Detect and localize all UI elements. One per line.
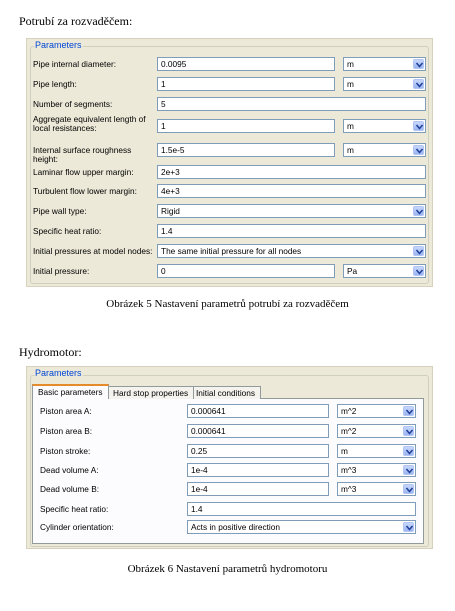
piston-stroke-unit-value: m	[341, 446, 348, 456]
aggregate-equivalent-length-of-local-resistances-input[interactable]: 1	[157, 119, 335, 133]
chevron-down-icon[interactable]	[413, 121, 424, 131]
internal-surface-roughness-height-unit-value: m	[347, 145, 354, 155]
dead-volume-b-input[interactable]: 1e-4	[187, 482, 329, 496]
number-of-segments-label: Number of segments:	[33, 99, 113, 109]
section2-heading: Hydromotor:	[19, 345, 82, 359]
figure5-caption: Obrázek 5 Nastavení parametrů potrubí za rozvaděčem	[106, 298, 349, 310]
initial-pressures-at-model-nodes-select-value: The same initial pressure for all nodes	[161, 246, 302, 256]
pipe-length-unit-select[interactable]	[343, 77, 426, 91]
chevron-down-icon[interactable]	[413, 79, 424, 89]
chevron-down-icon[interactable]	[413, 266, 424, 276]
piston-area-b-label: Piston area B:	[40, 426, 93, 436]
piston-area-a-label: Piston area A:	[40, 406, 92, 416]
dead-volume-a-label: Dead volume A:	[40, 465, 99, 475]
piston-area-a-input[interactable]: 0.000641	[187, 404, 329, 418]
initial-pressures-at-model-nodes-label: Initial pressures at model nodes:	[33, 246, 153, 256]
piston-area-b-unit-value: m^2	[341, 426, 357, 436]
chevron-down-icon[interactable]	[403, 465, 414, 475]
pipe-wall-type-select[interactable]	[157, 204, 426, 218]
specific-heat-ratio-input[interactable]: 1.4	[157, 224, 426, 238]
tab-hard-stop-properties[interactable]: Hard stop properties	[107, 386, 194, 399]
section1-heading: Potrubí za rozvaděčem:	[19, 14, 133, 28]
turbulent-flow-lower-margin-input[interactable]: 4e+3	[157, 184, 426, 198]
pipe-internal-diameter-input[interactable]: 0.0095	[157, 57, 335, 71]
piston-stroke-label: Piston stroke:	[40, 446, 91, 456]
cylinder-orientation-select[interactable]	[187, 520, 416, 534]
pipe-wall-type-label: Pipe wall type:	[33, 206, 87, 216]
chevron-down-icon[interactable]	[403, 406, 414, 416]
pipe-wall-type-select-value: Rigid	[161, 206, 180, 216]
chevron-down-icon[interactable]	[403, 446, 414, 456]
dead-volume-a-unit-select[interactable]	[337, 463, 416, 477]
piston-area-a-unit-select[interactable]	[337, 404, 416, 418]
dead-volume-b-label: Dead volume B:	[40, 484, 100, 494]
pipe-internal-diameter-label: Pipe internal diameter:	[33, 59, 117, 69]
number-of-segments-input[interactable]: 5	[157, 97, 426, 111]
specific-heat-ratio-label: Specific heat ratio:	[40, 504, 109, 514]
cylinder-orientation-label: Cylinder orientation:	[40, 522, 114, 532]
internal-surface-roughness-height-label: Internal surface roughness height:	[33, 145, 132, 164]
chevron-down-icon[interactable]	[413, 246, 424, 256]
initial-pressure-label: Initial pressure:	[33, 266, 90, 276]
pipe-length-input[interactable]: 1	[157, 77, 335, 91]
pipe-length-unit-value: m	[347, 79, 354, 89]
turbulent-flow-lower-margin-label: Turbulent flow lower margin:	[33, 186, 137, 196]
figure6-caption: Obrázek 6 Nastavení parametrů hydromotoru	[127, 563, 328, 575]
aggregate-equivalent-length-of-local-resistances-unit-value: m	[347, 121, 354, 131]
initial-pressures-at-model-nodes-select[interactable]	[157, 244, 426, 258]
pipe-internal-diameter-unit-value: m	[347, 59, 354, 69]
specific-heat-ratio-input[interactable]: 1.4	[187, 502, 416, 516]
piston-stroke-input[interactable]: 0.25	[187, 444, 329, 458]
pipe-length-label: Pipe length:	[33, 79, 77, 89]
laminar-flow-upper-margin-input[interactable]: 2e+3	[157, 165, 426, 179]
chevron-down-icon[interactable]	[403, 484, 414, 494]
tab-initial-conditions[interactable]: Initial conditions	[190, 386, 261, 399]
piston-stroke-unit-select[interactable]	[337, 444, 416, 458]
dead-volume-a-input[interactable]: 1e-4	[187, 463, 329, 477]
pipe-internal-diameter-unit-select[interactable]	[343, 57, 426, 71]
dead-volume-b-unit-value: m^3	[341, 484, 357, 494]
chevron-down-icon[interactable]	[413, 59, 424, 69]
internal-surface-roughness-height-unit-select[interactable]	[343, 143, 426, 157]
tab-basic-parameters[interactable]: Basic parameters	[32, 384, 109, 399]
aggregate-equivalent-length-of-local-resistances-label: Aggregate equivalent length of local resistances:	[33, 114, 146, 133]
chevron-down-icon[interactable]	[403, 426, 414, 436]
laminar-flow-upper-margin-label: Laminar flow upper margin:	[33, 167, 134, 177]
parameters-legend: Parameters	[35, 368, 82, 378]
cylinder-orientation-select-value: Acts in positive direction	[191, 522, 281, 532]
piston-area-b-unit-select[interactable]	[337, 424, 416, 438]
chevron-down-icon[interactable]	[413, 145, 424, 155]
initial-pressure-unit-select[interactable]	[343, 264, 426, 278]
piston-area-a-unit-value: m^2	[341, 406, 357, 416]
aggregate-equivalent-length-of-local-resistances-unit-select[interactable]	[343, 119, 426, 133]
chevron-down-icon[interactable]	[413, 206, 424, 216]
piston-area-b-input[interactable]: 0.000641	[187, 424, 329, 438]
dead-volume-a-unit-value: m^3	[341, 465, 357, 475]
dead-volume-b-unit-select[interactable]	[337, 482, 416, 496]
initial-pressure-unit-value: Pa	[347, 266, 358, 276]
specific-heat-ratio-label: Specific heat ratio:	[33, 226, 102, 236]
initial-pressure-input[interactable]: 0	[157, 264, 335, 278]
parameters-legend: Parameters	[35, 40, 82, 50]
chevron-down-icon[interactable]	[403, 522, 414, 532]
internal-surface-roughness-height-input[interactable]: 1.5e-5	[157, 143, 335, 157]
